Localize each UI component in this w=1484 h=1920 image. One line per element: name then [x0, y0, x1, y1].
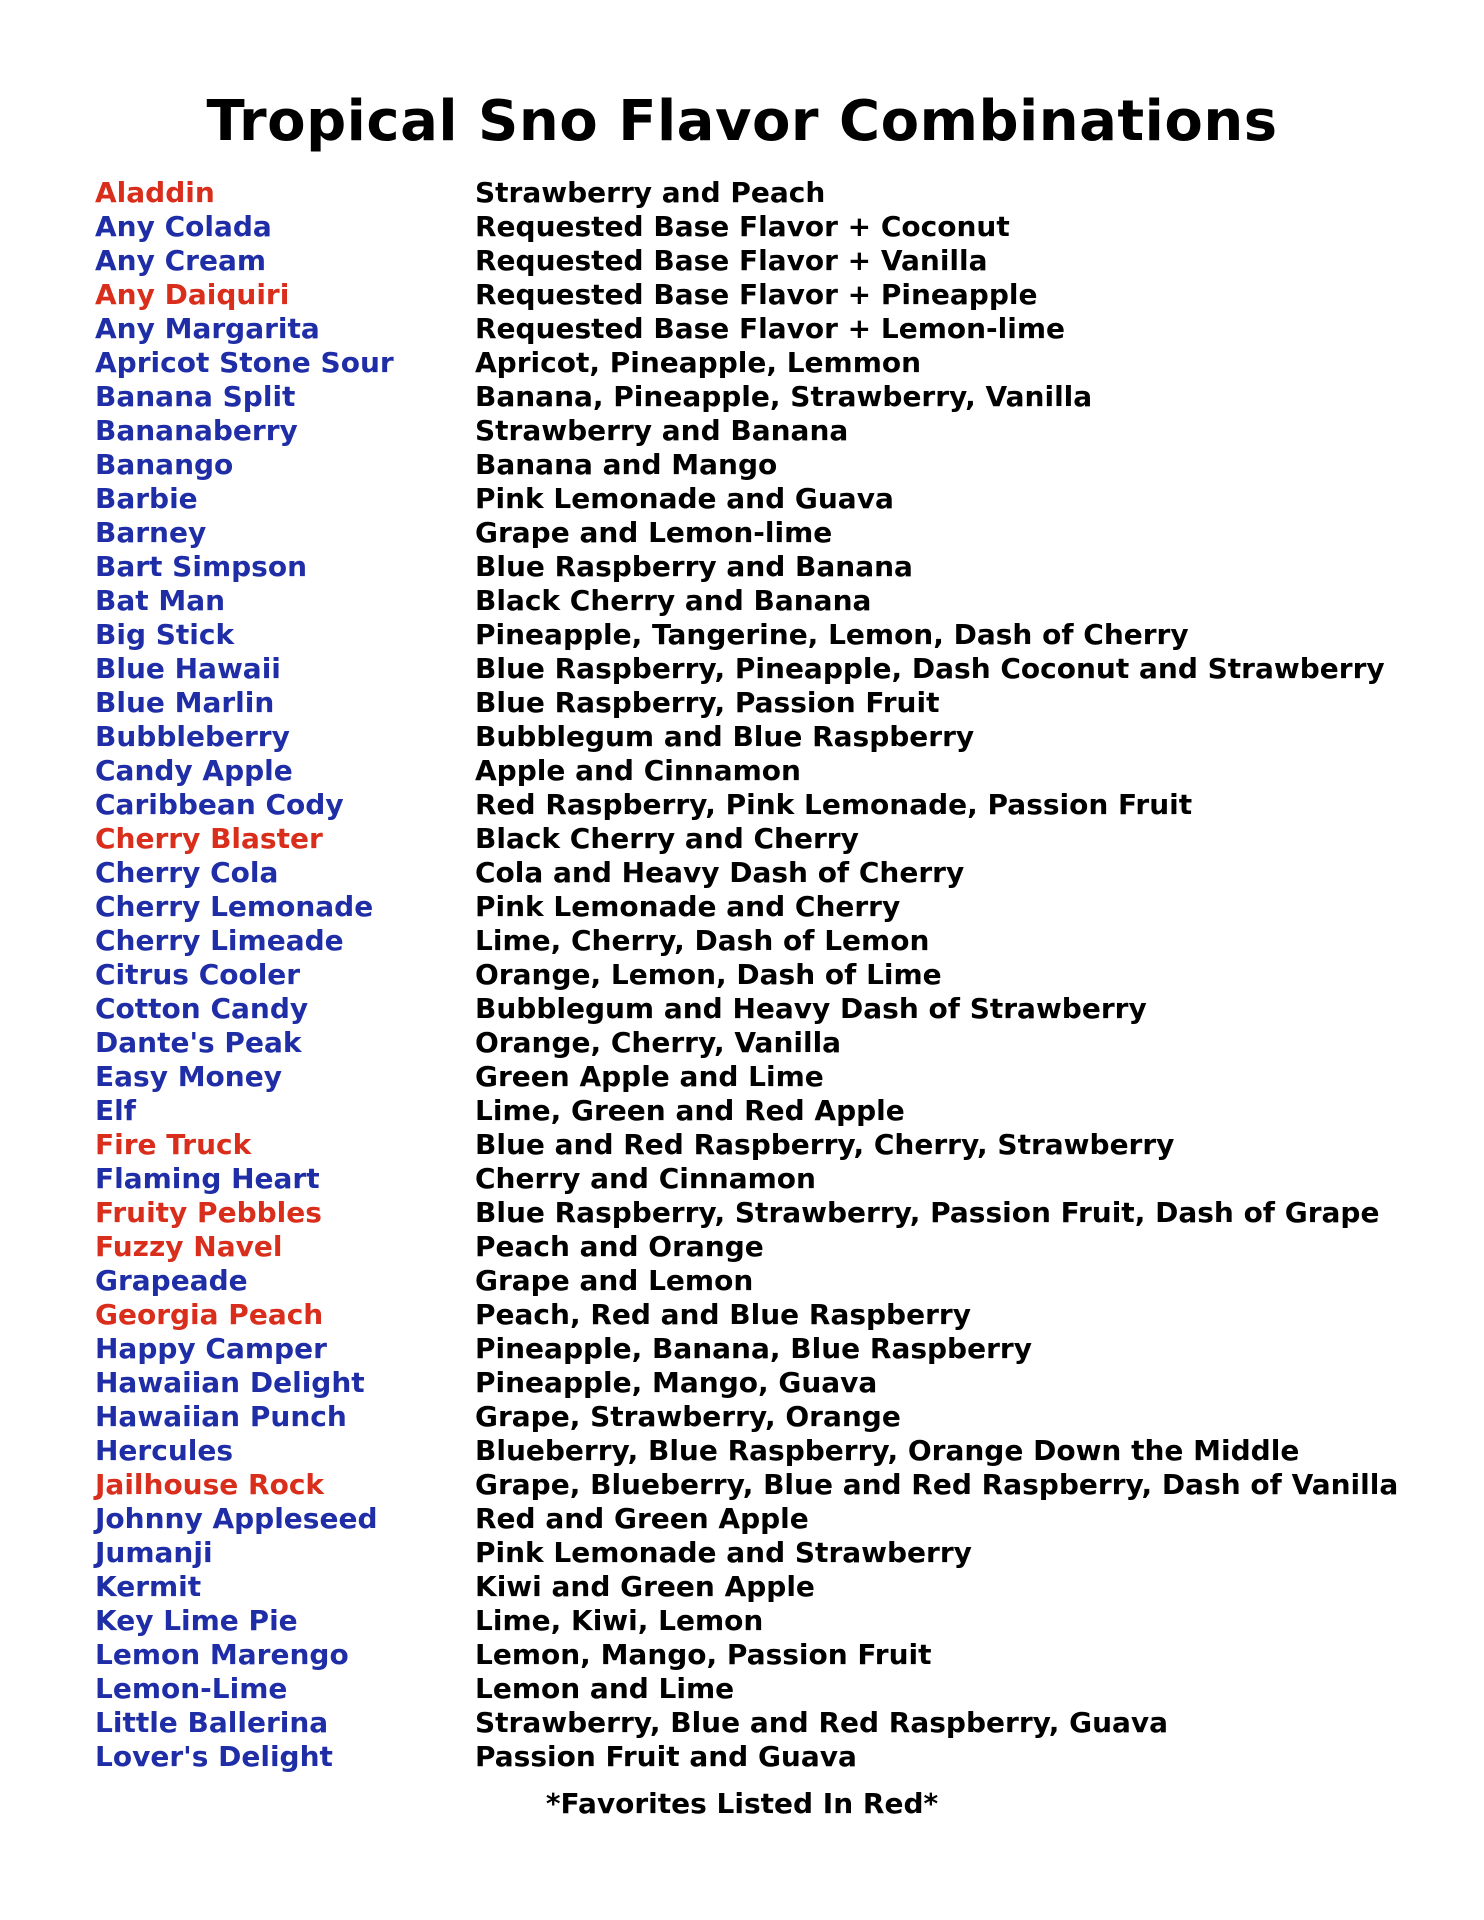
flavor-list [95, 176, 1405, 1774]
flavor-name: Hawaiian Punch [95, 1400, 347, 1433]
flavor-name: Blue Hawaii [95, 652, 281, 685]
list-item [95, 1060, 1405, 1094]
flavor-combination: Apricot, Pineapple, Lemmon [475, 346, 922, 379]
flavor-name: Lover's Delight [95, 1740, 333, 1773]
flavor-combination: Lime, Cherry, Dash of Lemon [475, 924, 930, 957]
flavor-combination: Blue Raspberry and Banana [475, 550, 913, 583]
flavor-name: Fruity Pebbles [95, 1196, 322, 1229]
list-item [95, 788, 1405, 822]
flavor-name: Banana Split [95, 380, 296, 413]
list-item [95, 1264, 1405, 1298]
flavor-name: Lemon Marengo [95, 1638, 349, 1671]
list-item [95, 1740, 1405, 1774]
flavor-combination: Pineapple, Mango, Guava [475, 1366, 878, 1399]
list-item [95, 482, 1405, 516]
flavor-name: Cherry Cola [95, 856, 279, 889]
list-item [95, 1570, 1405, 1604]
flavor-combination: Requested Base Flavor + Vanilla [475, 244, 988, 277]
list-item [95, 890, 1405, 924]
list-item [95, 210, 1405, 244]
list-item [95, 1468, 1405, 1502]
list-item [95, 278, 1405, 312]
list-item [95, 1094, 1405, 1128]
flavor-combination: Requested Base Flavor + Coconut [475, 210, 1010, 243]
list-item [95, 958, 1405, 992]
list-item [95, 1230, 1405, 1264]
list-item [95, 1366, 1405, 1400]
flavor-combination: Pineapple, Banana, Blue Raspberry [475, 1332, 1032, 1365]
flavor-name: Bat Man [95, 584, 226, 617]
flavor-combination: Cherry and Cinnamon [475, 1162, 816, 1195]
list-item [95, 1332, 1405, 1366]
flavor-combination: Orange, Lemon, Dash of Lime [475, 958, 942, 991]
flavor-name: Barbie [95, 482, 198, 515]
flavor-name: Cherry Limeade [95, 924, 344, 957]
list-item [95, 720, 1405, 754]
flavor-name: Any Cream [95, 244, 267, 277]
flavor-combination: Cola and Heavy Dash of Cherry [475, 856, 965, 889]
list-item [95, 516, 1405, 550]
flavor-combination: Lemon, Mango, Passion Fruit [475, 1638, 932, 1671]
flavor-name: Any Margarita [95, 312, 320, 345]
flavor-combination: Blue and Red Raspberry, Cherry, Strawberry [475, 1128, 1175, 1161]
flavor-combination: Apple and Cinnamon [475, 754, 801, 787]
list-item [95, 448, 1405, 482]
flavor-combination: Black Cherry and Banana [475, 584, 872, 617]
flavor-name: Any Colada [95, 210, 272, 243]
flavor-combination: Bubblegum and Heavy Dash of Strawberry [475, 992, 1147, 1025]
list-item [95, 618, 1405, 652]
list-item [95, 992, 1405, 1026]
list-item [95, 346, 1405, 380]
list-item [95, 856, 1405, 890]
flavor-combination: Blue Raspberry, Pineapple, Dash Coconut and Strawberry [475, 652, 1385, 685]
flavor-name: Banango [95, 448, 234, 481]
flavor-name: Cotton Candy [95, 992, 309, 1025]
flavor-combination: Bubblegum and Blue Raspberry [475, 720, 975, 753]
list-item [95, 1706, 1405, 1740]
list-item [95, 584, 1405, 618]
flavor-combination: Peach and Orange [475, 1230, 764, 1263]
flavor-name: Bart Simpson [95, 550, 307, 583]
flavor-name: Johnny Appleseed [95, 1502, 378, 1535]
flavor-combination: Pink Lemonade and Guava [475, 482, 894, 515]
list-item [95, 652, 1405, 686]
list-item [95, 686, 1405, 720]
flavor-name: Elf [95, 1094, 136, 1127]
list-item [95, 1434, 1405, 1468]
flavor-combination: Pink Lemonade and Strawberry [475, 1536, 972, 1569]
flavor-name: Citrus Cooler [95, 958, 301, 991]
flavor-combination: Requested Base Flavor + Pineapple [475, 278, 1038, 311]
list-item [95, 414, 1405, 448]
list-item [95, 1502, 1405, 1536]
flavor-name: Cherry Lemonade [95, 890, 374, 923]
flavor-name: Happy Camper [95, 1332, 327, 1365]
flavor-name: Dante's Peak [95, 1026, 302, 1059]
flavor-combination: Grape and Lemon [475, 1264, 754, 1297]
flavor-combination: Green Apple and Lime [475, 1060, 824, 1093]
flavor-name: Fire Truck [95, 1128, 252, 1161]
flavor-name: Big Stick [95, 618, 235, 651]
flavor-combination: Strawberry and Peach [475, 176, 826, 209]
flavor-combination: Lime, Kiwi, Lemon [475, 1604, 764, 1637]
list-item [95, 312, 1405, 346]
page-title: Tropical Sno Flavor Combinations [206, 89, 1278, 154]
flavor-name: Flaming Heart [95, 1162, 320, 1195]
list-item [95, 1536, 1405, 1570]
list-item [95, 1400, 1405, 1434]
flavor-combination: Pineapple, Tangerine, Lemon, Dash of Cherry [475, 618, 1189, 651]
flavor-combination: Lemon and Lime [475, 1672, 735, 1705]
flavor-combination: Banana, Pineapple, Strawberry, Vanilla [475, 380, 1093, 413]
flavor-combination: Orange, Cherry, Vanilla [475, 1026, 842, 1059]
list-item [95, 1162, 1405, 1196]
flavor-combination: Kiwi and Green Apple [475, 1570, 815, 1603]
list-item [95, 244, 1405, 278]
flavor-name: Fuzzy Navel [95, 1230, 283, 1263]
flavor-name: Blue Marlin [95, 686, 275, 719]
flavor-combination: Lime, Green and Red Apple [475, 1094, 905, 1127]
list-item [95, 924, 1405, 958]
list-item [95, 1196, 1405, 1230]
flavor-name: Hercules [95, 1434, 234, 1467]
flavor-name: Grapeade [95, 1264, 248, 1297]
flavor-combination: Grape and Lemon-lime [475, 516, 833, 549]
flavor-name: Jumanji [95, 1536, 213, 1569]
flavor-name: Any Daiquiri [95, 278, 290, 311]
flavor-combination: Red Raspberry, Pink Lemonade, Passion Fruit [475, 788, 1193, 821]
flavor-name: Easy Money [95, 1060, 282, 1093]
flavor-name: Aladdin [95, 176, 215, 209]
flavor-combination: Blueberry, Blue Raspberry, Orange Down the Middle [475, 1434, 1300, 1467]
flavor-name: Barney [95, 516, 207, 549]
flavor-combination: Red and Green Apple [475, 1502, 809, 1535]
flavor-name: Cherry Blaster [95, 822, 323, 855]
flavor-name: Georgia Peach [95, 1298, 324, 1331]
flavor-name: Lemon-Lime [95, 1672, 288, 1705]
flavor-combination: Black Cherry and Cherry [475, 822, 859, 855]
flavor-name: Bananaberry [95, 414, 298, 447]
list-item [95, 550, 1405, 584]
flavor-combination: Blue Raspberry, Strawberry, Passion Fruit, Dash of Grape [475, 1196, 1380, 1229]
flavor-name: Kermit [95, 1570, 202, 1603]
list-item [95, 1026, 1405, 1060]
list-item [95, 1298, 1405, 1332]
flavor-name: Caribbean Cody [95, 788, 344, 821]
flavor-combination: Requested Base Flavor + Lemon-lime [475, 312, 1066, 345]
list-item [95, 380, 1405, 414]
flavor-combination: Grape, Strawberry, Orange [475, 1400, 901, 1433]
footer-note: *Favorites Listed In Red* [545, 1787, 939, 1820]
list-item [95, 822, 1405, 856]
list-item [95, 754, 1405, 788]
list-item [95, 1604, 1405, 1638]
flavor-combination: Pink Lemonade and Cherry [475, 890, 901, 923]
list-item [95, 1638, 1405, 1672]
flavor-name: Hawaiian Delight [95, 1366, 365, 1399]
list-item [95, 1128, 1405, 1162]
list-item [95, 1672, 1405, 1706]
flavor-combination: Blue Raspberry, Passion Fruit [475, 686, 940, 719]
flavor-combination: Strawberry and Banana [475, 414, 849, 447]
flavor-name: Candy Apple [95, 754, 293, 787]
flavor-name: Bubbleberry [95, 720, 290, 753]
flavor-name: Apricot Stone Sour [95, 346, 394, 379]
flavor-name: Key Lime Pie [95, 1604, 298, 1637]
flavor-name: Jailhouse Rock [95, 1468, 325, 1501]
flavor-name: Little Ballerina [95, 1706, 329, 1739]
flavor-combination: Grape, Blueberry, Blue and Red Raspberry, Dash of Vanilla [475, 1468, 1399, 1501]
flavor-combination: Banana and Mango [475, 448, 778, 481]
flavor-combination: Passion Fruit and Guava [475, 1740, 857, 1773]
flavor-combination: Strawberry, Blue and Red Raspberry, Guava [475, 1706, 1169, 1739]
list-item [95, 176, 1405, 210]
flavor-combination: Peach, Red and Blue Raspberry [475, 1298, 971, 1331]
